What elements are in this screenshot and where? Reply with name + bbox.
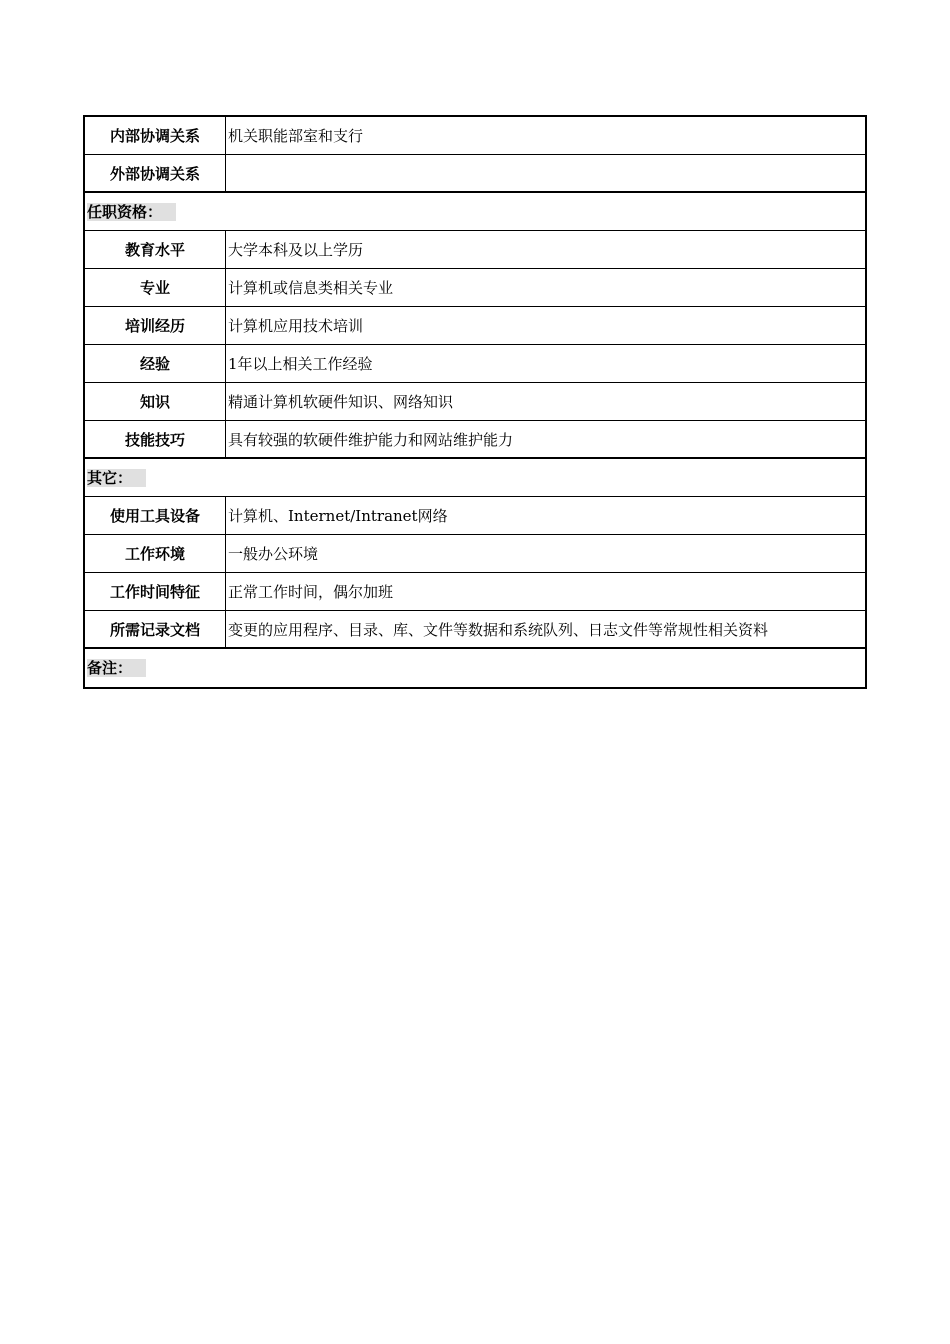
row-label-skills: 技能技巧 bbox=[85, 421, 226, 457]
row-value-work-hours: 正常工作时间，偶尔加班 bbox=[228, 583, 394, 601]
row-value-education: 大学本科及以上学历 bbox=[228, 241, 364, 259]
table-row bbox=[85, 117, 865, 155]
job-description-table bbox=[83, 115, 867, 689]
section-title-other: 其它： bbox=[87, 469, 146, 487]
row-label-tools: 使用工具设备 bbox=[85, 497, 226, 534]
table-row bbox=[85, 611, 865, 649]
row-value-training: 计算机应用技术培训 bbox=[228, 317, 364, 335]
section-title-notes: 备注： bbox=[87, 659, 146, 677]
table-row bbox=[85, 231, 865, 269]
section-header-other bbox=[85, 459, 865, 497]
table-row bbox=[85, 497, 865, 535]
section-header-qualifications bbox=[85, 193, 865, 231]
table-row bbox=[85, 383, 865, 421]
table-row bbox=[85, 155, 865, 193]
row-value-knowledge: 精通计算机软硬件知识、网络知识 bbox=[228, 393, 454, 411]
table-row bbox=[85, 573, 865, 611]
row-label-external-coordination: 外部协调关系 bbox=[85, 155, 226, 191]
table-row bbox=[85, 307, 865, 345]
row-value-experience: 1年以上相关工作经验 bbox=[228, 355, 373, 373]
table-row bbox=[85, 535, 865, 573]
row-value-tools: 计算机、Internet/Intranet网络 bbox=[228, 507, 448, 525]
row-label-environment: 工作环境 bbox=[85, 535, 226, 572]
table-row bbox=[85, 269, 865, 307]
section-header-notes bbox=[85, 649, 865, 687]
row-label-knowledge: 知识 bbox=[85, 383, 226, 420]
row-label-internal-coordination: 内部协调关系 bbox=[85, 117, 226, 154]
row-label-training: 培训经历 bbox=[85, 307, 226, 344]
row-label-experience: 经验 bbox=[85, 345, 226, 382]
row-value-major: 计算机或信息类相关专业 bbox=[228, 279, 394, 297]
row-value-internal-coordination: 机关职能部室和支行 bbox=[228, 127, 364, 145]
table-row bbox=[85, 345, 865, 383]
row-label-documents: 所需记录文档 bbox=[85, 611, 226, 647]
row-value-environment: 一般办公环境 bbox=[228, 545, 319, 563]
row-label-education: 教育水平 bbox=[85, 231, 226, 268]
row-value-external-coordination bbox=[226, 155, 865, 191]
row-value-skills: 具有较强的软硬件维护能力和网站维护能力 bbox=[228, 430, 514, 449]
row-label-work-hours: 工作时间特征 bbox=[85, 573, 226, 610]
row-value-documents: 变更的应用程序、目录、库、文件等数据和系统队列、日志文件等常规性相关资料 bbox=[228, 620, 769, 639]
table-row bbox=[85, 421, 865, 459]
section-title-qualifications: 任职资格： bbox=[87, 203, 176, 221]
row-label-major: 专业 bbox=[85, 269, 226, 306]
